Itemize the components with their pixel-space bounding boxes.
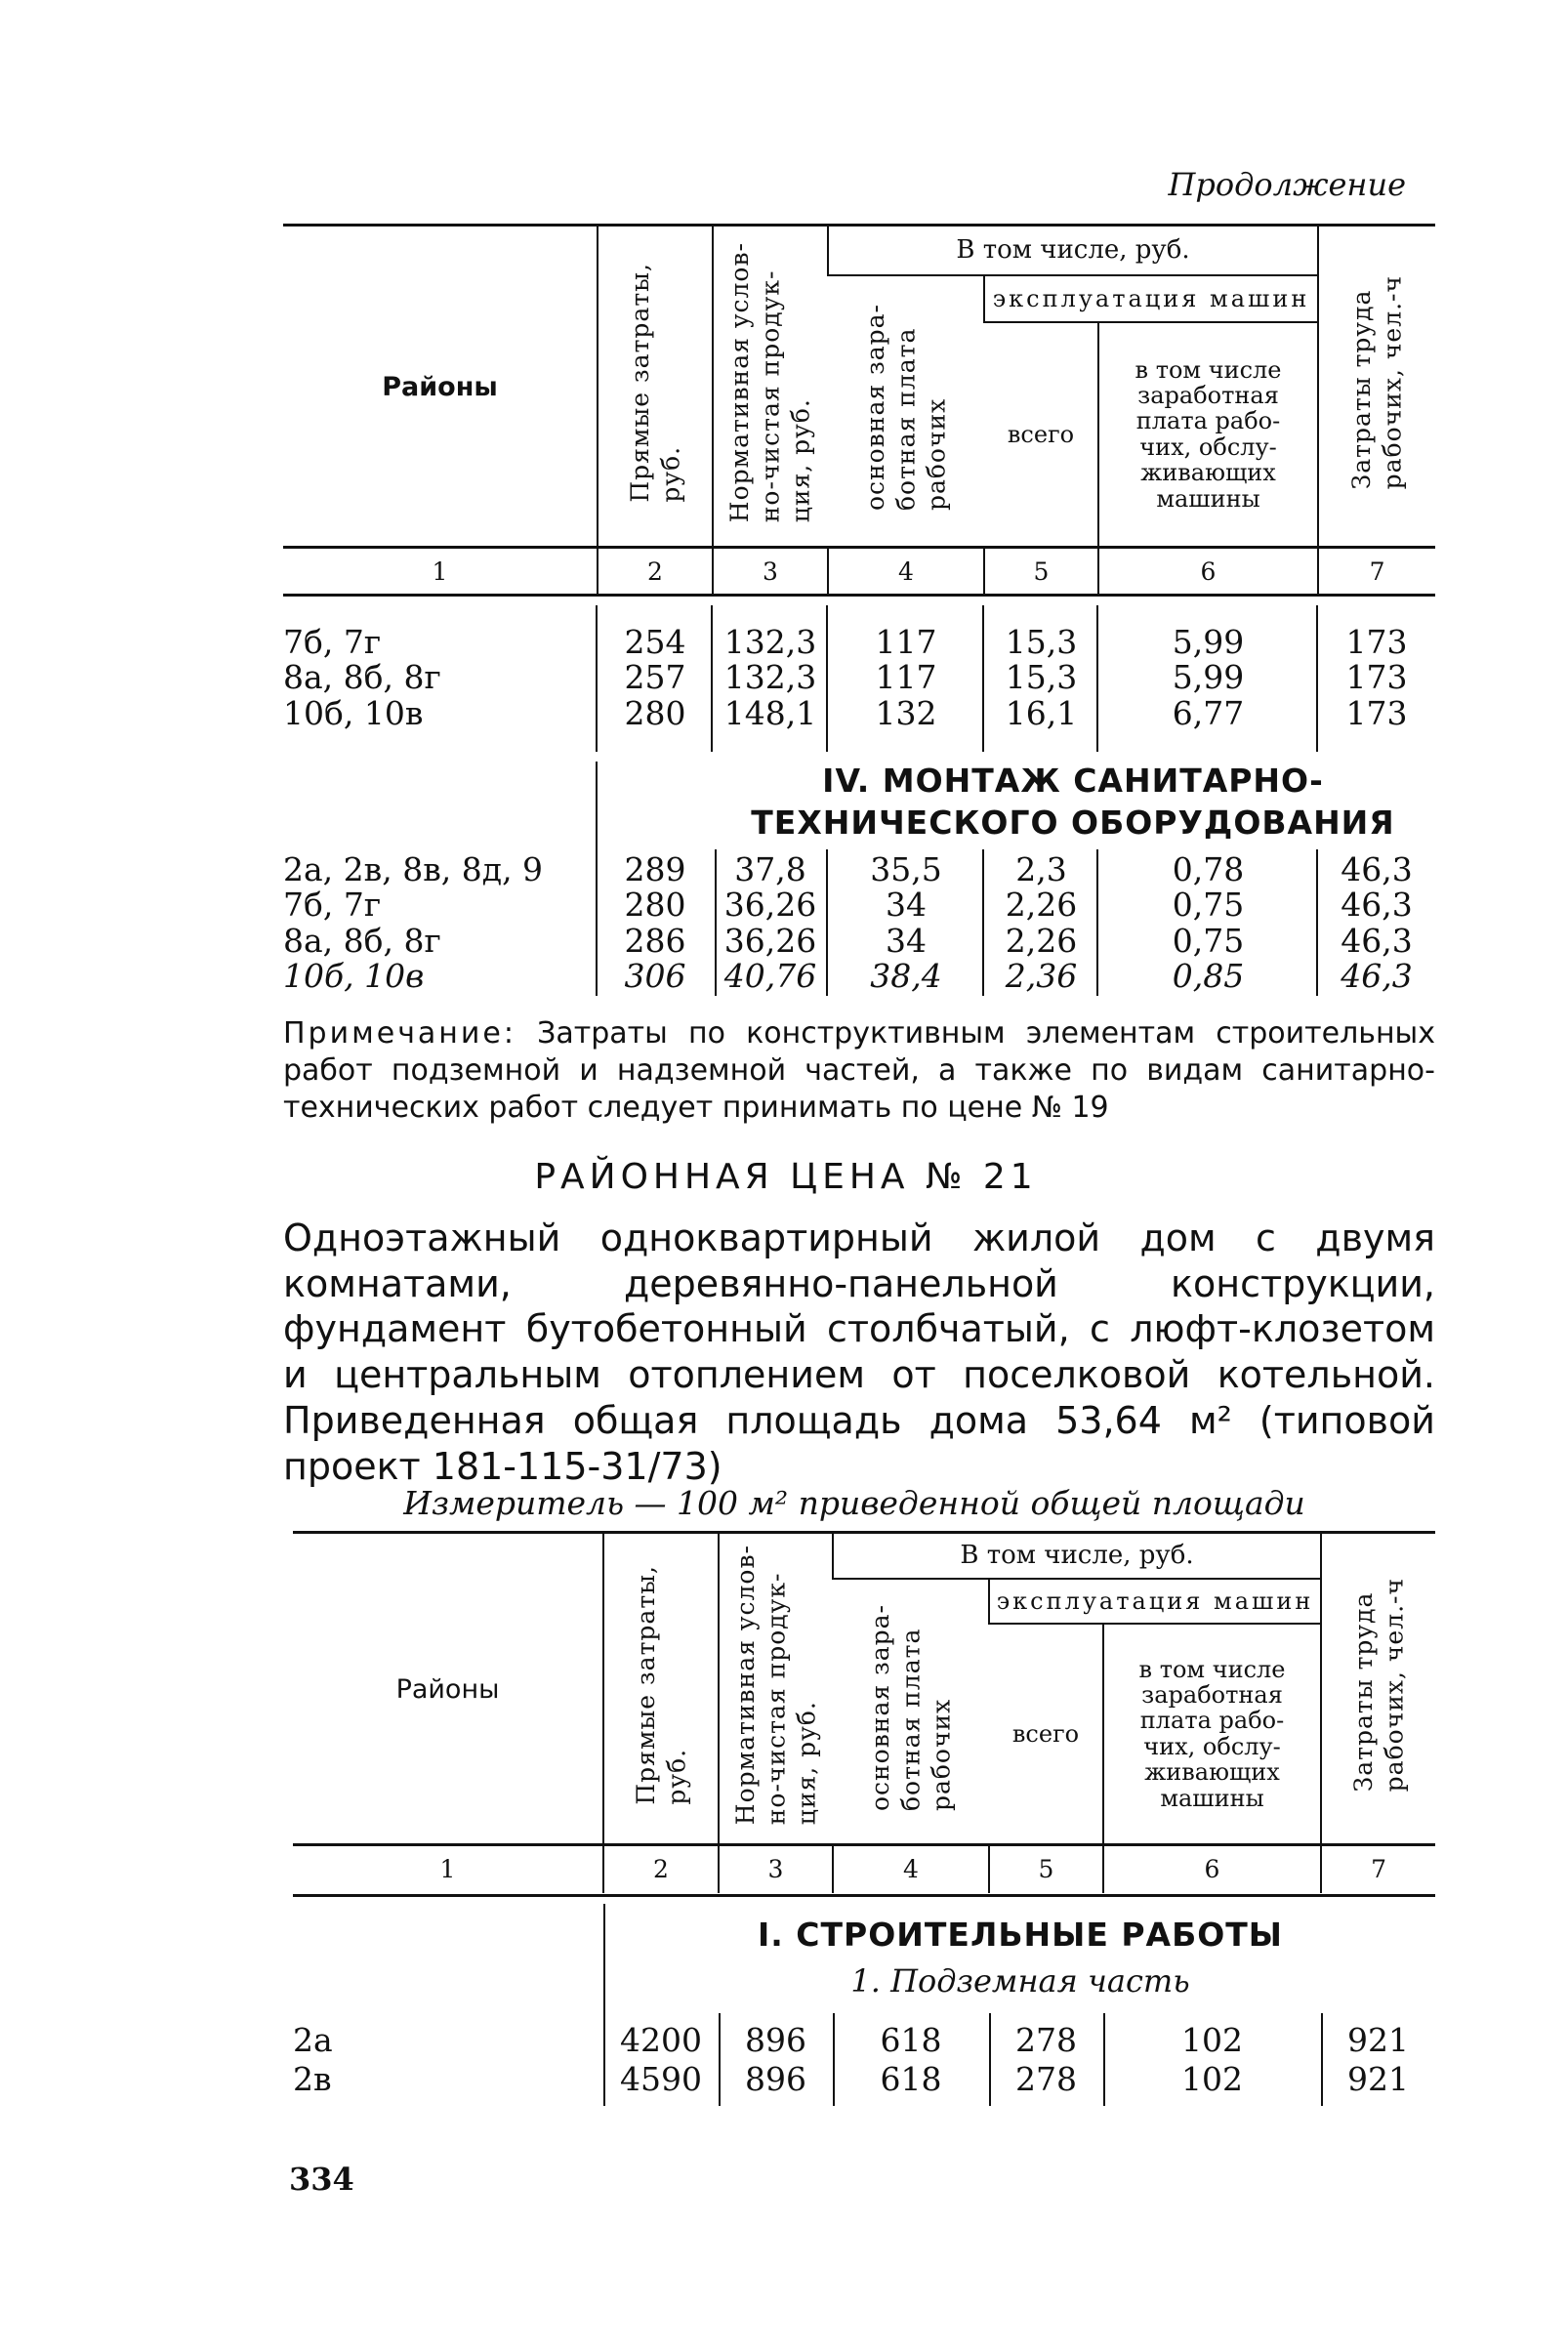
cell-region: 2а: [293, 2020, 333, 2059]
cell: 4590: [620, 2059, 702, 2098]
cell: 280: [624, 693, 686, 732]
cell-region: 2а, 2в, 8в, 8д, 9: [283, 850, 544, 888]
table1-colnum: 7: [1318, 547, 1435, 596]
table2-header-total: всего: [1011, 1719, 1080, 1748]
table1-header-incl-rub: В том числе, руб.: [828, 227, 1318, 275]
table-row: [283, 660, 1435, 695]
cell: 254: [624, 623, 686, 661]
table1-colnum: 5: [984, 547, 1098, 596]
cell: 2,26: [1005, 921, 1078, 960]
cell: 35,5: [870, 850, 942, 888]
measure-unit: Измеритель — 100 м² приведенной общей площади: [403, 1484, 1305, 1522]
cell: 618: [880, 2059, 942, 2098]
table1-header-direct-costs: Прямые затраты, руб.: [598, 227, 713, 547]
col-rule: [596, 762, 598, 849]
cell: 5,99: [1172, 623, 1245, 661]
table1-rows-a: [283, 625, 1435, 731]
table2-header-labor: Затраты труда рабочих, чел.-ч: [1321, 1534, 1435, 1844]
section-iv-title-line1: IV. МОНТАЖ САНИТАРНО-: [822, 762, 1324, 800]
table2-header-regions: Районы: [395, 1673, 500, 1705]
cell: 896: [745, 2059, 806, 2098]
cell: 618: [880, 2020, 942, 2059]
note: [283, 1015, 1435, 1127]
table1-header: [283, 227, 1435, 596]
cell: 4200: [620, 2020, 702, 2059]
cell: 0,75: [1172, 886, 1245, 925]
table2-header-normative-net: Нормативная услов- но-чистая продук- ция, руб.: [719, 1534, 833, 1844]
cell: 278: [1015, 2020, 1077, 2059]
cell: 117: [875, 623, 937, 661]
continuation-label: Продолжение: [1168, 166, 1406, 203]
table2-header-incl-rub: В том числе, руб.: [833, 1534, 1321, 1579]
cell: 15,3: [1005, 658, 1078, 697]
cell: 2,3: [1015, 850, 1067, 888]
table2-colnum: 2: [603, 1844, 719, 1893]
table1-header-total: всего: [1007, 420, 1075, 448]
table-row: [293, 2060, 1435, 2099]
table-row: [283, 696, 1435, 731]
cell: 896: [745, 2020, 806, 2059]
table2-colnum: 7: [1321, 1844, 1435, 1893]
cell-region: 8а, 8б, 8г: [283, 658, 441, 697]
cell: 34: [886, 921, 927, 960]
table-row: [283, 959, 1435, 994]
table2-colnum: 3: [719, 1844, 833, 1893]
cell: 37,8: [734, 850, 806, 888]
table-row: [283, 852, 1435, 887]
section-i-title: I. СТРОИТЕЛЬНЫЕ РАБОТЫ: [758, 1916, 1283, 1954]
cell: 16,1: [1005, 693, 1078, 732]
cell: 0,85: [1172, 956, 1245, 995]
cell: 46,3: [1341, 886, 1413, 925]
description: Одноэтажный одноквартирный жилой дом с двумя комнатами, деревянно-панельной конструкции, фундамент бутобетонный столбчатый, с люфт-клозетом и центральным отоплением от поселковой котельной. Приведенная общая площадь дома 53,64 м² (типовой проект 181-115-31/73): [283, 1216, 1435, 1488]
cell: 132,3: [723, 623, 817, 661]
table1-header-normative-net: Нормативная услов- но-чистая продук- ция, руб.: [713, 227, 828, 547]
cell: 102: [1181, 2059, 1243, 2098]
cell: 921: [1347, 2059, 1409, 2098]
table1-colnum: 6: [1098, 547, 1318, 596]
cell: 36,26: [723, 921, 817, 960]
cell: 5,99: [1172, 658, 1245, 697]
cell: 40,76: [723, 956, 817, 995]
cell-region: 2в: [293, 2059, 332, 2098]
table-row: [293, 2021, 1435, 2060]
table2-header-direct-costs: Прямые затраты, руб.: [603, 1534, 719, 1844]
table2-rows: [293, 2021, 1435, 2099]
cell-region: 7б, 7г: [283, 623, 382, 661]
cell: 0,78: [1172, 850, 1245, 888]
table-row: [283, 887, 1435, 923]
cell: 117: [875, 658, 937, 697]
table-row: [283, 924, 1435, 959]
table2-header-machine-ops: эксплуатация машин: [989, 1579, 1321, 1624]
cell: 0,75: [1172, 921, 1245, 960]
note-text: Затраты по конструктивным элементам строительных работ подземной и надземной частей, а также по видам санитарно-технических работ следует принимать по цене № 19: [283, 1016, 1435, 1126]
cell-region: 10б, 10в: [283, 956, 425, 995]
table1-header-bottom-rule: [283, 594, 1435, 597]
note-label: Примечание:: [283, 1016, 516, 1051]
table1-header-base-wage: основная зара- ботная плата рабочих: [860, 304, 951, 512]
cell: 36,26: [723, 886, 817, 925]
cell: 278: [1015, 2059, 1077, 2098]
price-title: РАЙОННАЯ ЦЕНА № 21: [534, 1157, 1038, 1197]
table1-colnum: 1: [432, 557, 448, 586]
cell: 173: [1345, 658, 1408, 697]
cell: 286: [624, 921, 686, 960]
cell: 34: [886, 886, 927, 925]
cell: 289: [624, 850, 686, 888]
cell: 173: [1345, 693, 1408, 732]
cell: 306: [624, 956, 686, 995]
table1-colnum: 2: [598, 547, 713, 596]
cell: 921: [1347, 2020, 1409, 2059]
subsection-1-title: 1. Подземная часть: [850, 1962, 1190, 2000]
cell-region: 7б, 7г: [283, 886, 382, 925]
table2-header-bottom-rule: [293, 1894, 1435, 1897]
table1-header-machine-ops: эксплуатация машин: [984, 275, 1318, 322]
cell: 46,3: [1341, 921, 1413, 960]
cell: 46,3: [1341, 956, 1413, 995]
table2-colnum: 5: [989, 1844, 1103, 1893]
cell: 46,3: [1341, 850, 1413, 888]
cell: 15,3: [1005, 623, 1078, 661]
section-iv-title-line2: ТЕХНИЧЕСКОГО ОБОРУДОВАНИЯ: [751, 804, 1395, 842]
cell: 280: [624, 886, 686, 925]
table1-header-regions: Районы: [382, 371, 498, 402]
table2-colnum: 6: [1103, 1844, 1321, 1893]
cell: 102: [1181, 2020, 1243, 2059]
table2-header-base-wage: основная зара- ботная плата рабочих: [865, 1604, 956, 1812]
cell: 132: [875, 693, 937, 732]
cell: 148,1: [723, 693, 817, 732]
table1-colnum: 4: [828, 547, 984, 596]
cell: 6,77: [1172, 693, 1245, 732]
table2-colnum: 1: [439, 1854, 456, 1883]
cell-region: 10б, 10в: [283, 693, 424, 732]
table-row: [283, 625, 1435, 660]
table1-header-labor: Затраты труда рабочих, чел.-ч: [1318, 227, 1435, 547]
cell: 173: [1345, 623, 1408, 661]
table1-colnum: 3: [713, 547, 828, 596]
cell: 38,4: [870, 956, 942, 995]
table1-rows-b: [283, 852, 1435, 994]
table2-header: [293, 1534, 1435, 1893]
table2-header-incl-wage: в том числе заработная плата рабо- чих, обслу- живающих машины: [1103, 1624, 1321, 1844]
table2-colnum: 4: [833, 1844, 989, 1893]
page-number: 334: [289, 2161, 354, 2198]
cell-region: 8а, 8б, 8г: [283, 921, 441, 960]
cell: 132,3: [723, 658, 817, 697]
table1-header-incl-wage: в том числе заработная плата рабо- чих, обслу- живающих машины: [1098, 322, 1318, 547]
cell: 2,36: [1005, 956, 1078, 995]
cell: 257: [624, 658, 686, 697]
cell: 2,26: [1005, 886, 1078, 925]
